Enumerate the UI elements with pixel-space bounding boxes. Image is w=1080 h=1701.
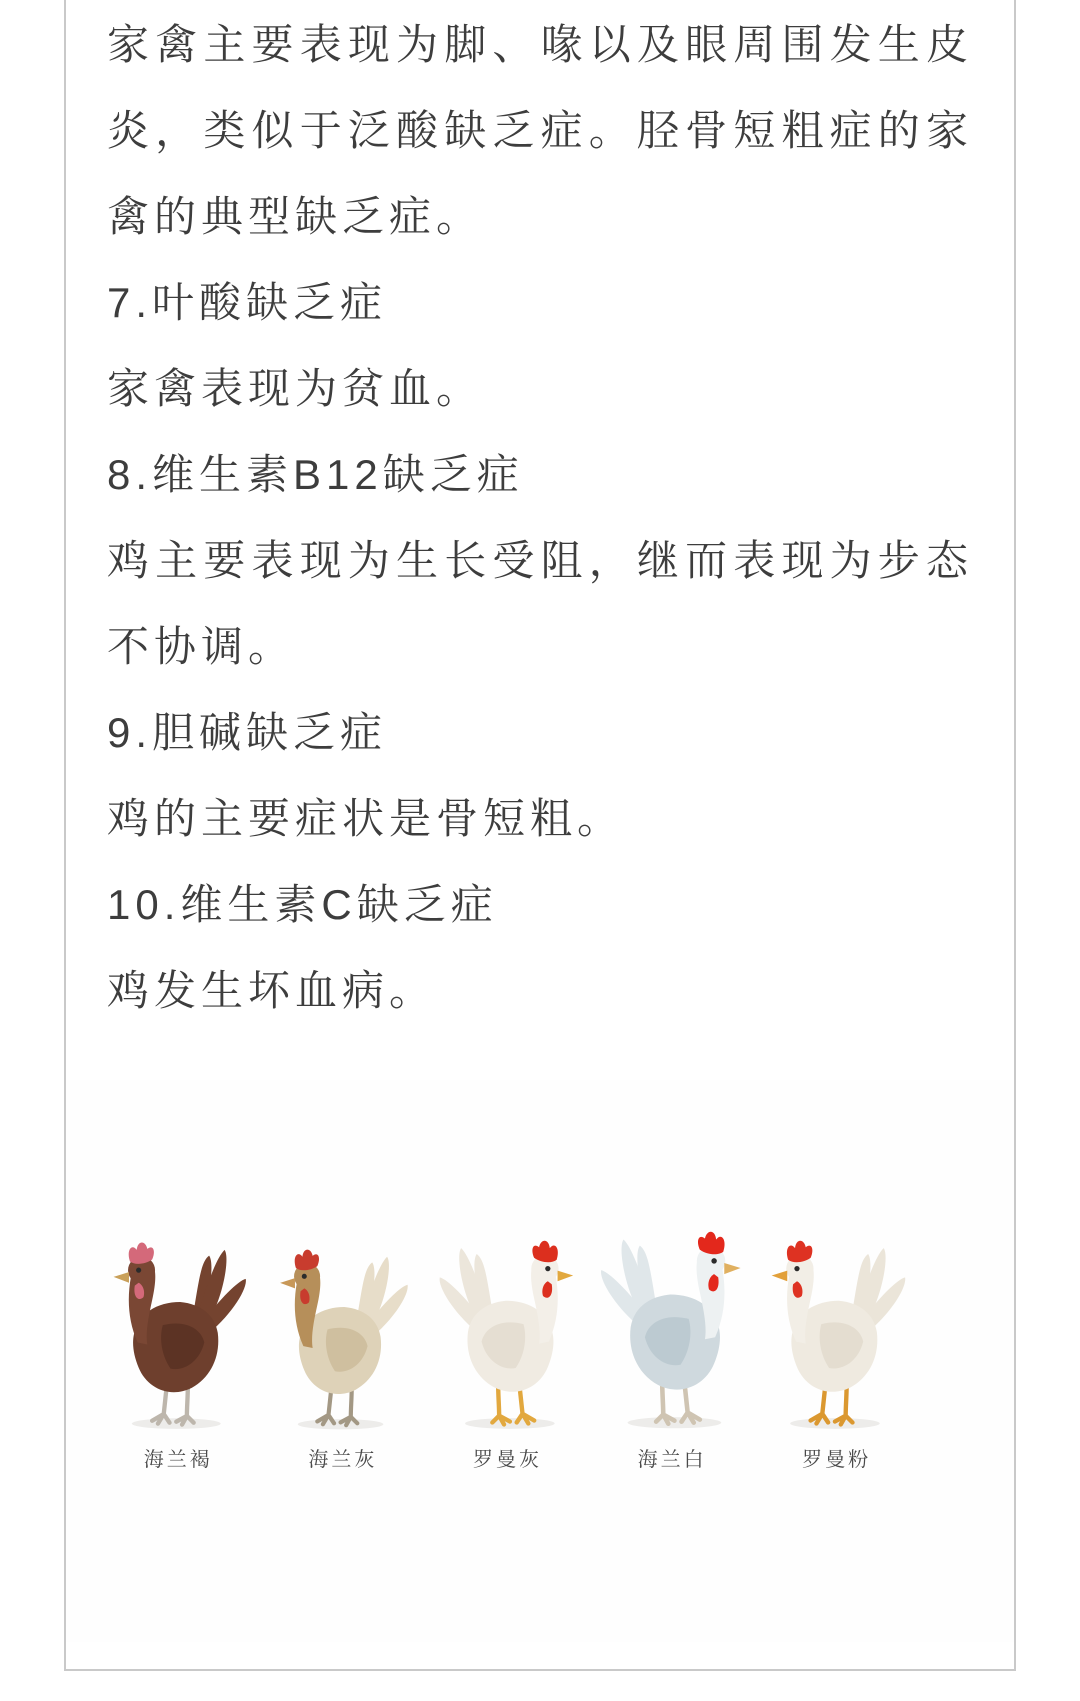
article-paragraph: 鸡主要表现为生长受阻，继而表现为步态不协调。 <box>107 537 973 670</box>
chicken-illustration <box>759 1217 915 1441</box>
chicken-breed-label: 罗曼灰 <box>472 1449 542 1471</box>
article-page <box>64 0 1016 1671</box>
chicken-illustration <box>430 1217 586 1441</box>
chicken-figure-1 <box>96 1219 261 1472</box>
article-paragraph: 鸡发生坏血病。 <box>107 967 437 1014</box>
article-paragraph: 9.胆碱缺乏症 <box>107 709 388 756</box>
chicken-breeds-image <box>66 1080 1014 1642</box>
chicken-figure-3 <box>425 1217 590 1472</box>
chicken-breed-label: 海兰白 <box>637 1449 707 1471</box>
chicken-illustration <box>268 1227 417 1441</box>
chicken-breed-label: 罗曼粉 <box>802 1449 872 1471</box>
chicken-row <box>96 1080 919 1472</box>
chicken-figure-5 <box>754 1217 919 1472</box>
chicken-breed-label: 海兰灰 <box>308 1449 378 1471</box>
chicken-illustration <box>101 1219 255 1441</box>
article-paragraph: 7.叶酸缺乏症 <box>107 279 388 326</box>
chicken-figure-4 <box>590 1207 755 1472</box>
chicken-breed-label: 海兰褐 <box>143 1449 213 1471</box>
article-body <box>66 0 1014 1034</box>
article-paragraph: 10.维生素C缺乏症 <box>107 881 498 928</box>
article-paragraph: 8.维生素B12缺乏症 <box>107 451 524 498</box>
article-paragraph: 鸡的主要症状是骨短粗。 <box>107 795 625 842</box>
article-paragraph: 家禽主要表现为脚、喙以及眼周围发生皮炎，类似于泛酸缺乏症。胫骨短粗症的家禽的典型缺乏症。 <box>107 21 973 240</box>
chicken-figure-2 <box>261 1227 426 1472</box>
chicken-illustration <box>591 1207 754 1441</box>
article-paragraph: 家禽表现为贫血。 <box>107 365 484 412</box>
